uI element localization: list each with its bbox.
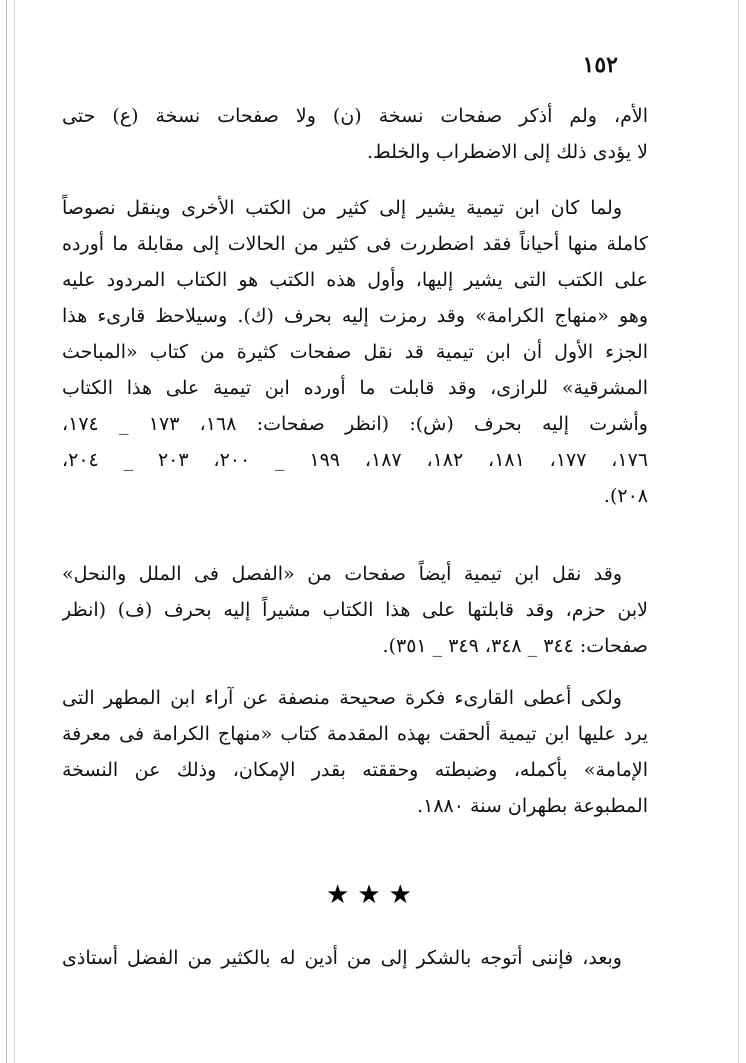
text-line: وقد نقل ابن تيمية أيضاً صفحات من «الفصل فى الملل والنحل»	[62, 563, 622, 585]
text-line: لا يؤدى ذلك إلى الاضطراب والخلط.	[367, 141, 648, 163]
text-line: وأشرت إليه بحرف (ش): (انظر صفحات: ١٦٨، ١٧٣ _ ١٧٤،	[62, 413, 648, 435]
text-line: ١٧٦، ١٧٧، ١٨١، ١٨٢، ١٨٧، ١٩٩ _ ٢٠٠، ٢٠٣ _ ٢٠٤،	[62, 449, 648, 471]
paragraph-closing	[62, 940, 648, 976]
text-line: وهو «منهاج الكرامة» وقد رمزت إليه بحرف (ك). وسيلاحظ قارىء هذا	[62, 305, 648, 327]
paragraph-1	[62, 98, 648, 170]
text-line: وبعد، فإننى أتوجه بالشكر إلى من أدين له بالكثير من الفضل أستاذى	[62, 947, 622, 969]
text-line: على الكتب التى يشير إليها، وأول هذه الكتب هو الكتاب المردود عليه	[62, 269, 648, 291]
section-separator: ★★★	[326, 880, 420, 910]
text-line: يرد عليها ابن تيمية ألحقت بهذه المقدمة كتاب «منهاج الكرامة فى معرفة	[62, 723, 648, 745]
paragraph-2	[62, 190, 648, 514]
paragraph-3	[62, 556, 648, 664]
text-line: الإمامة» بأكمله، وضبطته وحققته بقدر الإمكان، وذلك عن النسخة	[62, 759, 648, 781]
text-line: المطبوعة بطهران سنة ١٨٨٠.	[417, 795, 648, 817]
text-line: الأم، ولم أذكر صفحات نسخة (ن) ولا صفحات نسخة (ع) حتى	[62, 105, 648, 127]
text-line: الجزء الأول أن ابن تيمية قد نقل صفحات كثيرة من كتاب «المباحث	[62, 341, 648, 363]
text-line: كاملة منها أحياناً فقد اضطررت فى كثير من الحالات إلى مقابلة ما أورده	[62, 233, 648, 255]
paragraph-4	[62, 680, 648, 824]
text-line: لابن حزم، وقد قابلتها على هذا الكتاب مشيراً إليه بحرف (ف) (انظر	[62, 599, 648, 621]
text-line: ولكى أعطى القارىء فكرة صحيحة منصفة عن آراء ابن المطهر التى	[62, 687, 622, 709]
text-line: ٢٠٨).	[603, 485, 648, 507]
text-line: صفحات: ٣٤٤ _ ٣٤٨، ٣٤٩ _ ٣٥١).	[382, 635, 648, 657]
page-number: ١٥٢	[582, 52, 618, 78]
text-line: ولما كان ابن تيمية يشير إلى كثير من الكتب الأخرى وينقل نصوصاً	[62, 197, 622, 219]
text-line: المشرقية» للرازى، وقد قابلت ما أورده ابن تيمية على هذا الكتاب	[62, 377, 648, 399]
